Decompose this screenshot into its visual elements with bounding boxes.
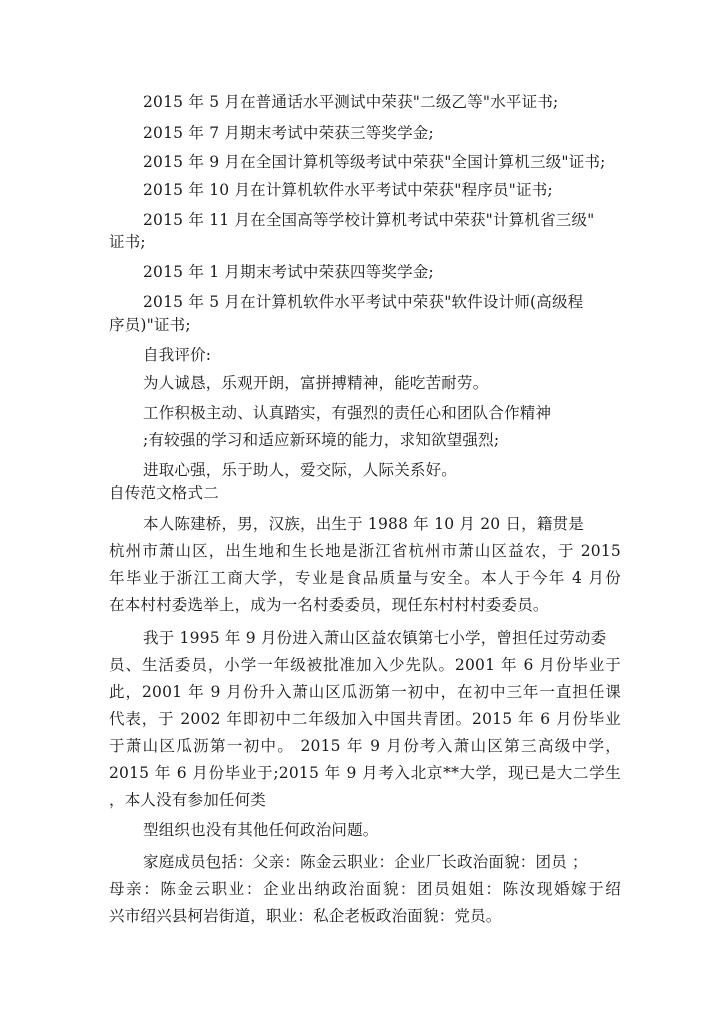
para1-line: 在本村村委选举上，成为一名村委委员，现任东村村村委委员。 [109,596,549,614]
para2-line: ，本人没有参加任何类 [109,791,267,809]
award-line: 序员)"证书; [109,316,191,334]
para2-line: 2015 年 6 月份毕业于;2015 年 9 月考入北京**大学，现已是大二学生 [109,764,621,782]
award-line: 2015 年 10 月在计算机软件水平考试中荣获"程序员"证书; [143,181,553,199]
award-line: 证书; [109,233,146,251]
self-eval-heading: 自我评价: [143,346,212,364]
para2-line: 此，2001 年 9 月份升入萧山区瓜沥第一初中，在初中三年一直担任课 [109,683,621,701]
award-line: 2015 年 5 月在计算机软件水平考试中荣获"软件设计师(高级程 [143,293,584,311]
award-line: 2015 年 1 月期末考试中荣获四等奖学金; [143,263,434,281]
para4-line: 家庭成员包括：父亲：陈金云职业：企业厂长政治面貌：团员 ； [143,853,588,871]
section-title: 自传范文格式二 [109,484,219,502]
para2-line: 员、生活委员，小学一年级被批准加入少先队。2001 年 6 月份毕业于 [109,656,621,674]
self-eval-line: 为人诚恳，乐观开朗，富拼搏精神，能吃苦耐劳。 [143,374,489,392]
award-line: 2015 年 9 月在全国计算机等级考试中荣获"全国计算机三级"证书; [143,153,606,171]
para4-line: 母亲：陈金云职业：企业出纳政治面貌：团员姐姐：陈汝现婚嫁于绍 [109,880,621,898]
para2-line: 于萧山区瓜沥第一初中。 2015 年 9 月份考入萧山区第三高级中学， [109,737,621,755]
para2-line: 代表，于 2002 年即初中二年级加入中国共青团。2015 年 6 月份毕业 [109,710,621,728]
para3-line: 型组织也没有其他任何政治问题。 [143,821,379,839]
award-line: 2015 年 7 月期末考试中荣获三等奖学金; [143,124,434,142]
award-line: 2015 年 5 月在普通话水平测试中荣获"二级乙等"水平证书; [143,93,559,111]
self-eval-line: 工作积极主动、认真踏实，有强烈的责任心和团队合作精神 [143,404,552,422]
para1-line: 杭州市萧山区，出生地和生长地是浙江省杭州市萧山区益农，于 2015 [109,542,621,560]
para2-line: 我于 1995 年 9 月份进入萧山区益农镇第七小学，曾担任过劳动委 [143,629,607,647]
award-line: 2015 年 11 月在全国高等学校计算机考试中荣获"计算机省三级" [143,211,595,229]
para4-line: 兴市绍兴县柯岩街道，职业：私企老板政治面貌：党员。 [109,907,502,925]
para1-line: 年毕业于浙江工商大学，专业是食品质量与安全。本人于今年 4 月份 [109,569,621,587]
para1-line: 本人陈建桥，男，汉族，出生于 1988 年 10 月 20 日，籍贯是 [143,515,584,533]
self-eval-line: ;有较强的学习和适应新环境的能力，求知欲望强烈; [143,431,500,449]
self-eval-line: 进取心强，乐于助人，爱交际，人际关系好。 [143,461,458,479]
